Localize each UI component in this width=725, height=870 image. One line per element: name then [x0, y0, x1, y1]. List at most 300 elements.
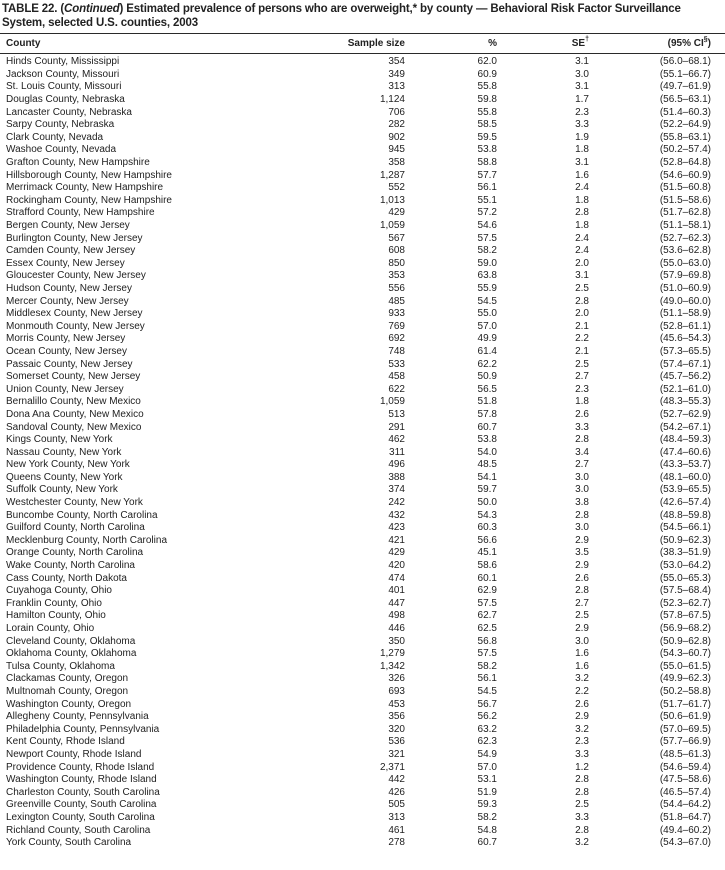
table-title-line2: System, selected U.S. counties, 2003: [2, 17, 198, 29]
cell-confidence-interval: (50.6–61.9): [659, 711, 711, 723]
table-row: [0, 761, 725, 774]
cell-confidence-interval: (48.1–60.0): [659, 471, 711, 483]
cell-percent: 60.7: [477, 421, 497, 433]
cell-se: 2.6: [575, 408, 589, 420]
table-row: [0, 106, 725, 119]
table-row: [0, 283, 725, 296]
cell-percent: 55.8: [477, 81, 497, 93]
cell-county: Morris County, New Jersey: [6, 333, 126, 345]
table-row: [0, 383, 725, 396]
cell-se: 2.3: [575, 383, 589, 395]
cell-sample-size: 1,279: [379, 648, 405, 660]
cell-sample-size: 567: [388, 232, 405, 244]
cell-sample-size: 423: [388, 522, 405, 534]
table-row: [0, 132, 725, 145]
cell-county: Charleston County, South Carolina: [6, 786, 160, 798]
cell-county: Clackamas County, Oregon: [6, 673, 129, 685]
cell-county: Somerset County, New Jersey: [6, 371, 141, 383]
cell-county: Union County, New Jersey: [6, 383, 124, 395]
cell-percent: 55.0: [477, 308, 497, 320]
table-row: [0, 484, 725, 497]
cell-percent: 50.9: [477, 371, 497, 383]
table-row: [0, 661, 725, 674]
cell-confidence-interval: (52.1–61.0): [659, 383, 711, 395]
cell-confidence-interval: (48.4–59.3): [659, 434, 711, 446]
cell-se: 3.0: [575, 635, 589, 647]
header-sample-size: Sample size: [345, 34, 407, 54]
table-row: [0, 648, 725, 661]
cell-confidence-interval: (51.0–60.9): [659, 282, 711, 294]
cell-percent: 53.1: [477, 774, 497, 786]
cell-percent: 62.3: [477, 736, 497, 748]
cell-confidence-interval: (51.5–60.8): [659, 182, 711, 194]
cell-county: Lexington County, South Carolina: [6, 811, 155, 823]
table-row: [0, 610, 725, 623]
table-row: [0, 144, 725, 157]
table-row: [0, 69, 725, 82]
cell-confidence-interval: (53.6–62.8): [659, 245, 711, 257]
cell-se: 2.5: [575, 282, 589, 294]
cell-confidence-interval: (54.6–60.9): [659, 169, 711, 181]
cell-confidence-interval: (53.0–64.2): [659, 560, 711, 572]
cell-confidence-interval: (57.0–69.5): [659, 723, 711, 735]
cell-se: 3.0: [575, 68, 589, 80]
cell-se: 2.8: [575, 207, 589, 219]
cell-confidence-interval: (57.5–68.4): [659, 585, 711, 597]
cell-confidence-interval: (52.7–62.3): [659, 232, 711, 244]
cell-county: Dona Ana County, New Mexico: [6, 408, 144, 420]
table-row: [0, 635, 725, 648]
cell-percent: 59.0: [477, 257, 497, 269]
cell-confidence-interval: (43.3–53.7): [659, 459, 711, 471]
table-row: [0, 749, 725, 762]
cell-percent: 63.8: [477, 270, 497, 282]
cell-percent: 57.2: [477, 207, 497, 219]
cell-percent: 54.5: [477, 295, 497, 307]
cell-percent: 62.7: [477, 610, 497, 622]
table-row: [0, 320, 725, 333]
cell-confidence-interval: (56.0–68.1): [659, 56, 711, 68]
cell-se: 2.3: [575, 106, 589, 118]
cell-percent: 56.1: [477, 182, 497, 194]
cell-confidence-interval: (42.6–57.4): [659, 497, 711, 509]
table-row: [0, 799, 725, 812]
cell-county: Nassau County, New York: [6, 446, 122, 458]
cell-sample-size: 313: [388, 81, 405, 93]
table-row: [0, 409, 725, 422]
cell-county: Queens County, New York: [6, 471, 123, 483]
cell-se: 3.2: [575, 723, 589, 735]
cell-percent: 50.0: [477, 497, 497, 509]
cell-confidence-interval: (56.5–63.1): [659, 94, 711, 106]
cell-sample-size: 311: [389, 446, 405, 458]
cell-confidence-interval: (50.2–58.8): [659, 685, 711, 697]
cell-se: 2.8: [575, 786, 589, 798]
table-row: [0, 547, 725, 560]
cell-county: Camden County, New Jersey: [6, 245, 136, 257]
cell-se: 2.7: [575, 459, 589, 471]
cell-confidence-interval: (49.4–60.2): [659, 824, 711, 836]
cell-county: Wake County, North Carolina: [6, 560, 135, 572]
cell-percent: 54.9: [477, 748, 497, 760]
cell-confidence-interval: (52.8–64.8): [659, 157, 711, 169]
cell-sample-size: 692: [388, 333, 405, 345]
table-row: [0, 459, 725, 472]
table-row: [0, 723, 725, 736]
cell-percent: 61.4: [477, 345, 497, 357]
cell-county: Sarpy County, Nebraska: [6, 119, 115, 131]
cell-percent: 60.3: [477, 522, 497, 534]
cell-county: Douglas County, Nebraska: [6, 94, 125, 106]
cell-sample-size: 622: [388, 383, 405, 395]
cell-percent: 51.9: [477, 786, 497, 798]
cell-county: Newport County, Rhode Island: [6, 748, 142, 760]
table-row: [0, 560, 725, 573]
cell-percent: 58.6: [477, 560, 497, 572]
cell-county: Washington County, Oregon: [6, 698, 132, 710]
cell-se: 2.4: [575, 245, 589, 257]
cell-county: Providence County, Rhode Island: [6, 761, 155, 773]
header-percent: %: [407, 34, 499, 54]
table-row: [0, 446, 725, 459]
table-row: [0, 497, 725, 510]
cell-county: Sandoval County, New Mexico: [6, 421, 142, 433]
cell-sample-size: 320: [388, 723, 405, 735]
cell-sample-size: 850: [388, 257, 405, 269]
cell-percent: 59.3: [477, 799, 497, 811]
cell-confidence-interval: (47.4–60.6): [659, 446, 711, 458]
cell-sample-size: 242: [388, 497, 405, 509]
cell-confidence-interval: (45.6–54.3): [659, 333, 711, 345]
table-title-continued: Continued: [64, 3, 120, 15]
cell-se: 3.1: [575, 270, 589, 282]
table-row: [0, 686, 725, 699]
cell-percent: 60.9: [477, 68, 497, 80]
table-row: [0, 572, 725, 585]
table-row: [0, 232, 725, 245]
cell-confidence-interval: (51.7–62.8): [659, 207, 711, 219]
cell-se: 2.8: [575, 295, 589, 307]
section-footnote-marker: §: [703, 35, 708, 43]
table-row: [0, 119, 725, 132]
cell-sample-size: 321: [388, 748, 405, 760]
cell-sample-size: 505: [388, 799, 405, 811]
cell-percent: 55.9: [477, 282, 497, 294]
table-row: [0, 786, 725, 799]
cell-percent: 56.2: [477, 711, 497, 723]
cell-confidence-interval: (54.3–67.0): [659, 837, 711, 849]
cell-sample-size: 552: [388, 182, 405, 194]
cell-se: 3.3: [575, 811, 589, 823]
table-row: [0, 673, 725, 686]
cell-se: 1.8: [575, 144, 589, 156]
cell-sample-size: 349: [388, 68, 405, 80]
cell-confidence-interval: (50.2–57.4): [659, 144, 711, 156]
cell-percent: 54.0: [477, 446, 497, 458]
cell-percent: 54.6: [477, 220, 497, 232]
cell-county: Cleveland County, Oklahoma: [6, 635, 136, 647]
cell-confidence-interval: (48.3–55.3): [659, 396, 711, 408]
cell-sample-size: 353: [388, 270, 405, 282]
cell-county: St. Louis County, Missouri: [6, 81, 122, 93]
table-row: [0, 824, 725, 837]
cell-se: 1.8: [575, 194, 589, 206]
cell-percent: 62.9: [477, 585, 497, 597]
cell-sample-size: 447: [388, 597, 405, 609]
table-row: [0, 220, 725, 233]
cell-se: 3.1: [575, 157, 589, 169]
cell-confidence-interval: (52.8–61.1): [659, 320, 711, 332]
cell-sample-size: 453: [388, 698, 405, 710]
cell-county: Oklahoma County, Oklahoma: [6, 648, 137, 660]
cell-confidence-interval: (51.8–64.7): [659, 811, 711, 823]
cell-county: Suffolk County, New York: [6, 484, 118, 496]
cell-sample-size: 429: [388, 207, 405, 219]
cell-se: 2.4: [575, 182, 589, 194]
cell-se: 2.8: [575, 434, 589, 446]
cell-county: Passaic County, New Jersey: [6, 358, 133, 370]
table-row: [0, 358, 725, 371]
cell-se: 2.7: [575, 597, 589, 609]
cell-sample-size: 421: [388, 534, 405, 546]
cell-sample-size: 291: [388, 421, 405, 433]
cell-county: Greenville County, South Carolina: [6, 799, 157, 811]
table-row: [0, 371, 725, 384]
cell-percent: 56.7: [477, 698, 497, 710]
cell-se: 2.0: [575, 257, 589, 269]
cell-se: 2.2: [575, 333, 589, 345]
cell-county: Gloucester County, New Jersey: [6, 270, 146, 282]
cell-county: Hamilton County, Ohio: [6, 610, 106, 622]
cell-sample-size: 496: [388, 459, 405, 471]
cell-percent: 57.0: [477, 320, 497, 332]
cell-county: Richland County, South Carolina: [6, 824, 151, 836]
table-row: [0, 472, 725, 485]
cell-sample-size: 513: [388, 408, 405, 420]
cell-county: Hillsborough County, New Hampshire: [6, 169, 172, 181]
cell-percent: 55.1: [477, 194, 497, 206]
cell-confidence-interval: (54.5–66.1): [659, 522, 711, 534]
table-row: [0, 195, 725, 208]
cell-se: 1.8: [575, 220, 589, 232]
cell-sample-size: 533: [388, 358, 405, 370]
cell-se: 3.2: [575, 673, 589, 685]
header-confidence-interval: (95% CI§): [591, 34, 725, 54]
cell-percent: 53.8: [477, 434, 497, 446]
cell-percent: 58.2: [477, 660, 497, 672]
cell-county: Hudson County, New Jersey: [6, 282, 132, 294]
cell-sample-size: 536: [388, 736, 405, 748]
cell-county: Tulsa County, Oklahoma: [6, 660, 115, 672]
cell-percent: 57.7: [477, 169, 497, 181]
cell-se: 3.8: [575, 497, 589, 509]
cell-county: Grafton County, New Hampshire: [6, 157, 150, 169]
cell-percent: 59.8: [477, 94, 497, 106]
cell-percent: 56.5: [477, 383, 497, 395]
cell-sample-size: 350: [388, 635, 405, 647]
cell-confidence-interval: (49.7–61.9): [659, 81, 711, 93]
cell-sample-size: 401: [388, 585, 405, 597]
table-row: [0, 509, 725, 522]
cell-county: Westchester County, New York: [6, 497, 143, 509]
cell-sample-size: 1,342: [379, 660, 405, 672]
cell-county: Bergen County, New Jersey: [6, 220, 130, 232]
cell-county: Franklin County, Ohio: [6, 597, 102, 609]
table-row: [0, 207, 725, 220]
cell-se: 3.3: [575, 119, 589, 131]
table-body: [0, 54, 725, 850]
cell-confidence-interval: (54.2–67.1): [659, 421, 711, 433]
cell-confidence-interval: (45.7–56.2): [659, 371, 711, 383]
cell-county: Merrimack County, New Hampshire: [6, 182, 164, 194]
cell-percent: 55.8: [477, 106, 497, 118]
cell-se: 2.0: [575, 308, 589, 320]
cell-confidence-interval: (47.5–58.6): [659, 774, 711, 786]
cell-se: 3.3: [575, 421, 589, 433]
cell-county: Ocean County, New Jersey: [6, 345, 127, 357]
table-row: [0, 157, 725, 170]
cell-se: 2.7: [575, 371, 589, 383]
cell-county: Kings County, New York: [6, 434, 113, 446]
cell-confidence-interval: (51.7–61.7): [659, 698, 711, 710]
cell-county: Monmouth County, New Jersey: [6, 320, 145, 332]
cell-percent: 62.0: [477, 56, 497, 68]
cell-se: 1.2: [575, 761, 589, 773]
cell-county: Rockingham County, New Hampshire: [6, 194, 172, 206]
cell-sample-size: 374: [388, 484, 405, 496]
table-row: [0, 522, 725, 535]
cell-county: Bernalillo County, New Mexico: [6, 396, 141, 408]
cell-sample-size: 429: [388, 547, 405, 559]
cell-se: 2.8: [575, 585, 589, 597]
cell-se: 2.9: [575, 711, 589, 723]
cell-confidence-interval: (53.9–65.5): [659, 484, 711, 496]
table-row: [0, 54, 725, 69]
cell-se: 2.2: [575, 685, 589, 697]
table-row: [0, 812, 725, 825]
cell-percent: 59.7: [477, 484, 497, 496]
cell-confidence-interval: (57.3–65.5): [659, 345, 711, 357]
cell-percent: 54.5: [477, 685, 497, 697]
cell-confidence-interval: (56.9–68.2): [659, 623, 711, 635]
cell-sample-size: 282: [388, 119, 405, 131]
cell-confidence-interval: (55.0–61.5): [659, 660, 711, 672]
table-row: [0, 711, 725, 724]
cell-confidence-interval: (46.5–57.4): [659, 786, 711, 798]
cell-se: 3.2: [575, 837, 589, 849]
cell-confidence-interval: (55.0–65.3): [659, 572, 711, 584]
cell-sample-size: 902: [388, 131, 405, 143]
cell-se: 2.8: [575, 774, 589, 786]
cell-se: 2.9: [575, 623, 589, 635]
cell-se: 2.8: [575, 509, 589, 521]
cell-county: Multnomah County, Oregon: [6, 685, 129, 697]
cell-se: 2.9: [575, 534, 589, 546]
table-title: [0, 0, 725, 30]
table-row: [0, 81, 725, 94]
cell-county: Allegheny County, Pennsylvania: [6, 711, 149, 723]
cell-percent: 45.1: [477, 547, 497, 559]
cell-county: Cuyahoga County, Ohio: [6, 585, 112, 597]
cell-percent: 57.5: [477, 648, 497, 660]
table-row: [0, 258, 725, 271]
cell-se: 3.5: [575, 547, 589, 559]
cell-confidence-interval: (57.9–69.8): [659, 270, 711, 282]
cell-se: 2.1: [575, 320, 589, 332]
cell-sample-size: 485: [388, 295, 405, 307]
cell-confidence-interval: (50.9–62.3): [659, 534, 711, 546]
cell-percent: 58.8: [477, 157, 497, 169]
cell-percent: 58.2: [477, 245, 497, 257]
cell-county: Lancaster County, Nebraska: [6, 106, 132, 118]
cell-county: Clark County, Nevada: [6, 131, 104, 143]
table-header: [0, 34, 725, 54]
cell-confidence-interval: (51.5–58.6): [659, 194, 711, 206]
cell-percent: 51.8: [477, 396, 497, 408]
table-row: [0, 245, 725, 258]
table-row: [0, 434, 725, 447]
dagger-footnote-marker: †: [585, 35, 589, 43]
table-row: [0, 333, 725, 346]
cell-county: Essex County, New Jersey: [6, 257, 125, 269]
cell-se: 2.9: [575, 560, 589, 572]
cell-se: 2.6: [575, 572, 589, 584]
cell-county: Burlington County, New Jersey: [6, 232, 143, 244]
cell-county: Guilford County, North Carolina: [6, 522, 145, 534]
table-header-row: [0, 34, 725, 54]
cell-sample-size: 356: [388, 711, 405, 723]
cell-sample-size: 388: [388, 471, 405, 483]
cell-county: Mecklenburg County, North Carolina: [6, 534, 168, 546]
cell-sample-size: 278: [388, 837, 405, 849]
cell-sample-size: 313: [388, 811, 405, 823]
cell-confidence-interval: (51.1–58.9): [659, 308, 711, 320]
cell-se: 2.5: [575, 610, 589, 622]
cell-county: Strafford County, New Hampshire: [6, 207, 155, 219]
cell-county: Lorain County, Ohio: [6, 623, 95, 635]
cell-se: 2.8: [575, 824, 589, 836]
table-row: [0, 535, 725, 548]
cell-confidence-interval: (54.6–59.4): [659, 761, 711, 773]
cell-se: 1.6: [575, 169, 589, 181]
cell-se: 3.4: [575, 446, 589, 458]
table-row: [0, 295, 725, 308]
cell-confidence-interval: (57.8–67.5): [659, 610, 711, 622]
cell-percent: 57.8: [477, 408, 497, 420]
cell-sample-size: 748: [388, 345, 405, 357]
cell-confidence-interval: (52.2–64.9): [659, 119, 711, 131]
cell-se: 2.5: [575, 358, 589, 370]
cell-se: 2.3: [575, 736, 589, 748]
table-row: [0, 308, 725, 321]
cell-confidence-interval: (49.0–60.0): [659, 295, 711, 307]
cell-county: Cass County, North Dakota: [6, 572, 127, 584]
table-row: [0, 182, 725, 195]
table-row: [0, 421, 725, 434]
cell-sample-size: 442: [388, 774, 405, 786]
table-row: [0, 585, 725, 598]
cell-percent: 56.8: [477, 635, 497, 647]
cell-confidence-interval: (55.8–63.1): [659, 131, 711, 143]
table-row: [0, 169, 725, 182]
cell-percent: 54.3: [477, 509, 497, 521]
cell-se: 1.7: [575, 94, 589, 106]
cell-county: New York County, New York: [6, 459, 130, 471]
cell-sample-size: 498: [388, 610, 405, 622]
cell-county: Washoe County, Nevada: [6, 144, 117, 156]
cell-percent: 60.1: [477, 572, 497, 584]
cell-percent: 60.7: [477, 837, 497, 849]
